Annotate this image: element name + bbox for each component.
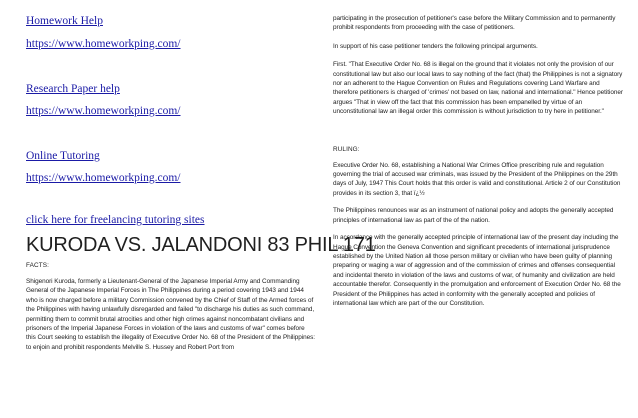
renounces-paragraph: The Philippines renounces war as an instrument of national policy and adopts the generally accepted principles of international law as part of the of the nation.: [333, 207, 614, 224]
ruling-paragraph: Executive Order No. 68, establishing a National War Crimes Office prescribing rule and regulation governing the trial of accused war criminals, was issued by the President of the Philippines on the 29th days of July, 1947 This Court holds that this order is valid and constitutional. Article 2 of our Constitution provides in its section 3, that ï¿½: [333, 161, 621, 197]
facts-paragraph: Shigenori Kuroda, formerly a Lieutenant-General of the Japanese Imperial Army and Commanding General of the Japanese Imperial Forces in The Philippines during a period covering 1943 and 1944 who is now charged before a military Commission convened by the Chief of Staff of the Armed forces of the Philippines with having unlawfully disregarded and failed "to discharge his duties as such command, permitting them to commit brutal atrocities and other high crimes against noncombatant civilians and prisoners of the Imperial Japanese Forces in violation of the laws and customs of war" comes before this Court seeking to establish the illegality of Executive Order No. 68 of the President of the Philippines: to enjoin and prohibit respondents Melville S. Hussey and Robert Port from: [26, 278, 316, 351]
ruling-label: RULING:: [333, 145, 360, 153]
first-argument-paragraph: First. "That Executive Order No. 68 is illegal on the ground that it violates not only the provision of our constitutional law but also our local laws to say nothing of the fact (that) the Philippines is not a signatory nor an adherent to the Hague Convention on Rules and Regulations covering Land Warfare and therefore petitioners is charged of 'crimes' not based on law, national and international." Hence petitioner argues "That in view off the fact that this commission has been empanelled by virtue of an unconstitutional law an illegal order this commission is without jurisdiction to try here in petitioner.": [333, 61, 623, 116]
homework-help-link[interactable]: Homework Help: [26, 15, 103, 27]
case-title: KURODA VS. JALANDONI 83 PHIL 171: [26, 234, 376, 256]
intro-paragraph: participating in the prosecution of petitioner's case before the Military Commission and to permanently prohibit respondents from proceeding with the case of petitioners.: [333, 15, 616, 32]
tutoring-url-link[interactable]: https://www.homeworkping.com/: [26, 172, 181, 184]
research-paper-help-link[interactable]: Research Paper help: [26, 83, 120, 95]
accordance-paragraph: In accordance with the generally accepted principle of international law of the present day including the Hague Convention the Geneva Convention and significant precedents of international jurisprudence established by the United Nation all those person military or civilian who have been guilty of planning preparing or waging a war of aggression and of the commission of crimes and offenses consequential and incidental thereto in violation of the laws and customs of war, of humanity and civilization are held accountable therefor. Consequently in the promulgation and enforcement of Execution Order No. 68 the President of the Philippines has acted in conformity with the generally accepted and policies of international law which are part of the our Constitution.: [333, 234, 621, 307]
online-tutoring-link[interactable]: Online Tutoring: [26, 150, 100, 162]
homework-url-link[interactable]: https://www.homeworkping.com/: [26, 38, 181, 50]
facts-label: FACTS:: [26, 262, 49, 269]
right-column: [333, 14, 625, 308]
research-url-link[interactable]: https://www.homeworkping.com/: [26, 105, 181, 117]
freelancing-link[interactable]: click here for freelancing tutoring sites: [26, 214, 205, 226]
support-paragraph: In support of his case petitioner tenders the following principal arguments.: [333, 42, 538, 50]
